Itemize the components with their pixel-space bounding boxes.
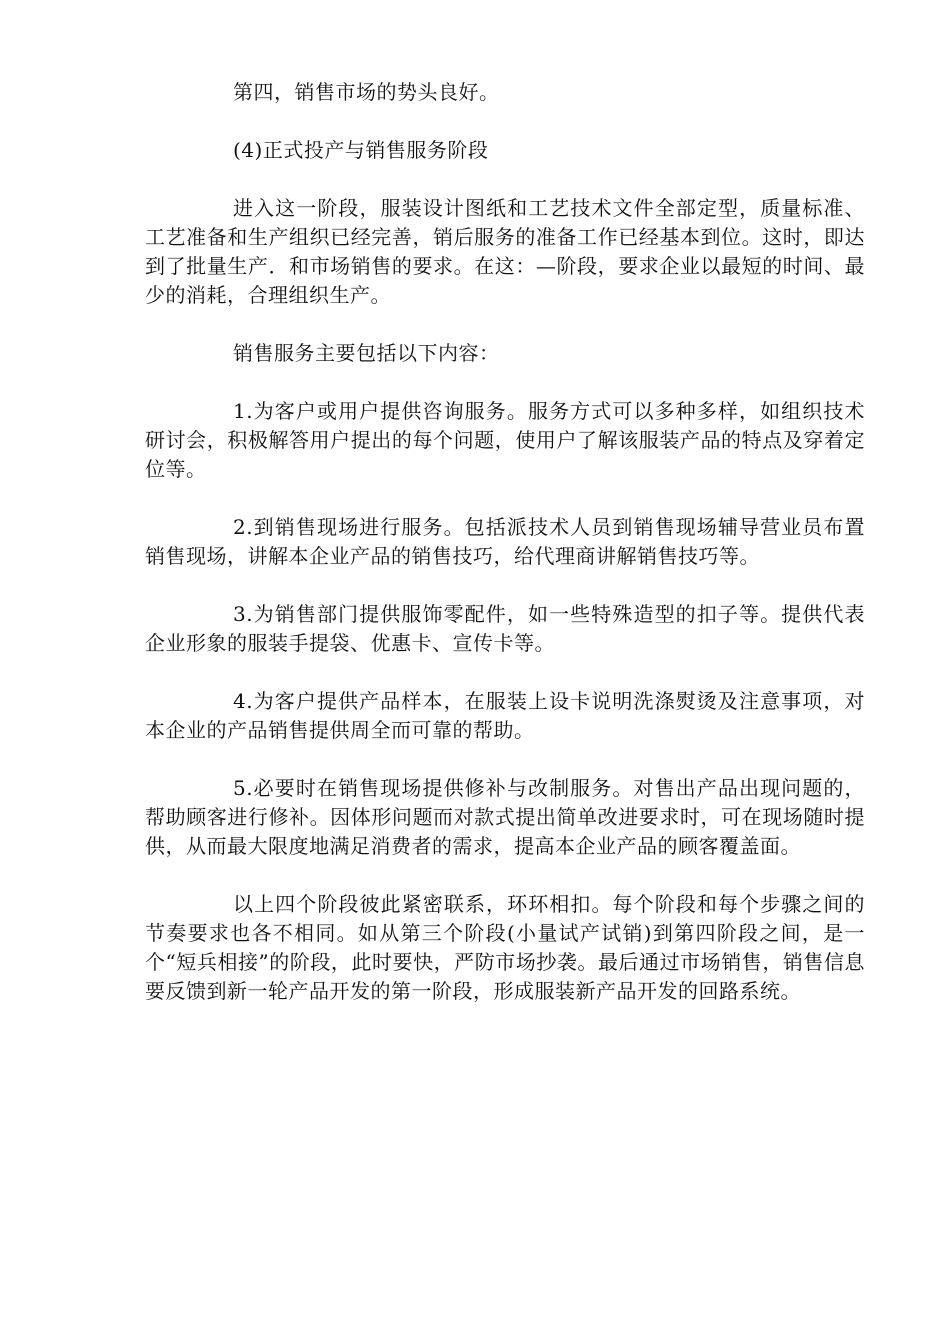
list-item-onsite-service: 2.到销售现场进行服务。包括派技术人员到销售现场辅导营业员布置销售现场，讲解本企业产品的销售技巧，给代理商讲解销售技巧等。 (145, 515, 865, 568)
list-item-repair: 5.必要时在销售现场提供修补与改制服务。对售出产品出现问题的，帮助顾客进行修补。因体形问题而对款式提出简单改进要求时，可在现场随时提供，从而最大限度地满足消费者的需求，提高本企业产品的顾客覆盖面。 (145, 776, 865, 858)
paragraph-conclusion: 以上四个阶段彼此紧密联系，环环相扣。每个阶段和每个步骤之间的节奏要求也各不相同。如从第三个阶段(小量试产试销)到第四阶段之间，是一个“短兵相接”的阶段，此时要快，严防市场抄袭。最后通过市场销售，销售信息要反馈到新一轮产品开发的第一阶段，形成服装新产品开发的回路系统。 (145, 892, 865, 1003)
paragraph-service-list-intro: 销售服务主要包括以下内容： (233, 341, 500, 365)
section-heading-production-service: (4)正式投产与销售服务阶段 (233, 138, 489, 162)
list-item-accessories: 3.为销售部门提供服饰零配件，如一些特殊造型的扣子等。提供代表企业形象的服装手提袋、优惠卡、宣传卡等。 (145, 602, 865, 655)
list-item-samples: 4.为客户提供产品样本，在服装上设卡说明洗涤熨烫及注意事项，对本企业的产品销售提供周全而可靠的帮助。 (145, 689, 865, 742)
paragraph-stage-intro: 进入这一阶段，服装设计图纸和工艺技术文件全部定型，质量标准、工艺准备和生产组织已经完善，销后服务的准备工作已经基本到位。这时，即达到了批量生产．和市场销售的要求。在这：—阶段，要求企业以最短的时间、最少的消耗，合理组织生产。 (145, 196, 865, 307)
list-item-consulting: 1.为客户或用户提供咨询服务。服务方式可以多种多样，如组织技术研讨会，积极解答用户提出的每个问题，使用户了解该服装产品的特点及穿着定位等。 (145, 399, 865, 481)
paragraph-market-trend: 第四，销售市场的势头良好。 (233, 80, 500, 104)
document-body (145, 78, 865, 1035)
